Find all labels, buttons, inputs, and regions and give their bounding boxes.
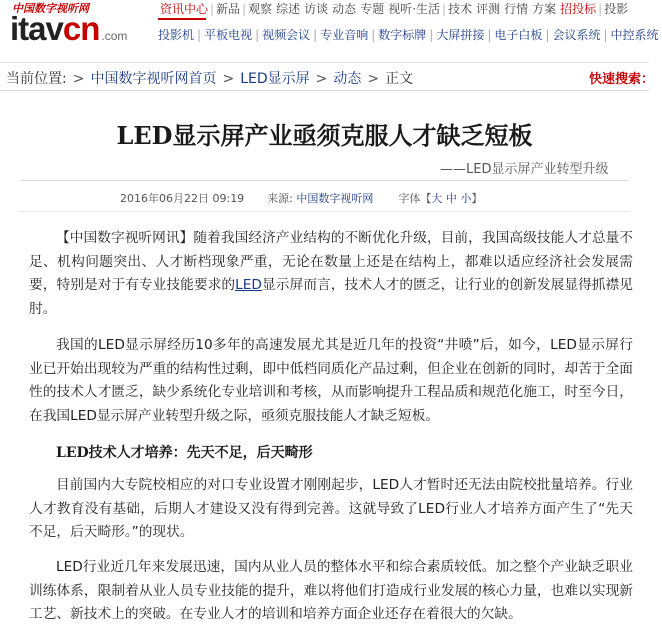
logo-suffix: cn [62, 10, 100, 47]
nav-separator: | [242, 2, 247, 16]
source-label: 来源: [267, 192, 293, 205]
article-title: LED显示屏产业亟须克服人才缺乏短板 [116, 121, 533, 150]
quick-search-label[interactable]: 快速搜索： [589, 72, 655, 87]
logo-chinese-name: 中国数字视听网 [12, 2, 89, 15]
article-paragraph-1 [29, 227, 633, 322]
nav-item-interview[interactable]: 访谈 [304, 2, 329, 16]
article-paragraph-2: 我国的LED显示屏经历10多年的高速发展尤其是近几年的投资“井喷”后，如今，LED显示屏行业已开始出现较为严重的结构性过剩，即中低档同质化产品过剩，但企业在创新的同时，却苦于全面性的技术人才匮乏，缺少系统化专业培训和考核，从而影响提升工程品质和规范化施工，时至今日，在我国LED显示屏产业转型升级之际，亟须克服技能人才缺乏短板。 [29, 337, 633, 425]
article-source[interactable]: 中国数字视听网 [296, 192, 374, 205]
nav-separator: | [487, 28, 492, 42]
nav-separator: | [545, 28, 550, 42]
font-size-close: 】 [471, 192, 483, 205]
nav-separator: | [197, 28, 202, 42]
primary-nav [158, 0, 630, 17]
nav-item-whiteboard[interactable]: 电子白板 [494, 28, 543, 42]
article-paragraph-4: LED行业近几年来发展迅速，国内从业人员的整体水平和综合素质较低。加之整个产业缺乏职业训练体系，限制着从业人员专业技能的提升，难以将他们打造成行业发展的核心力量，也难以实现新工艺、新技术上的突破。在专业人才的培训和培养方面企业还存在着很大的欠缺。 [29, 559, 633, 623]
breadcrumb-separator: > [315, 71, 328, 87]
nav-separator: | [371, 28, 376, 42]
nav-item-news-center[interactable]: 资讯中心 [160, 2, 209, 16]
nav-separator: | [313, 28, 318, 42]
article-subtitle: ——LED显示屏产业转型升级 [440, 162, 609, 177]
nav-separator: | [429, 28, 434, 42]
nav-item-projection[interactable]: 投影 [604, 2, 629, 16]
font-size-small[interactable]: 小 [460, 192, 472, 205]
nav-item-video-conf[interactable]: 视频会议 [262, 28, 311, 42]
article-date: 2016年06月22日 09:19 [120, 192, 245, 205]
nav-item-solutions[interactable]: 方案 [532, 2, 557, 16]
logo-dotcom: .com [101, 29, 128, 43]
nav-item-video-wall[interactable]: 大屏拼接 [436, 28, 485, 42]
meta-divider [20, 211, 629, 212]
font-size-large[interactable]: 大 [431, 192, 443, 205]
nav-item-tech[interactable]: 技术 [448, 2, 473, 16]
font-size-medium[interactable]: 中 [445, 192, 457, 205]
nav-item-market[interactable]: 行情 [504, 2, 529, 16]
nav-separator: | [210, 2, 215, 16]
nav-item-projector[interactable]: 投影机 [158, 28, 195, 42]
nav-separator: | [442, 2, 447, 16]
nav-item-new-products[interactable]: 新品 [216, 2, 241, 16]
article-subheading: LED技术人才培养：先天不足，后天畸形 [56, 445, 313, 461]
breadcrumb-prefix: 当前位置: [6, 71, 67, 87]
nav-item-bidding[interactable]: 招投标 [560, 2, 597, 16]
nav-separator: | [255, 28, 260, 42]
breadcrumb-dynamics[interactable]: 动态 [333, 71, 362, 87]
breadcrumb-home[interactable]: 中国数字视听网首页 [90, 71, 217, 87]
breadcrumb-current: 正文 [385, 71, 414, 87]
led-keyword-link[interactable]: LED [235, 277, 262, 294]
title-divider [20, 180, 629, 181]
paragraph-1-text-b: 显示屏而言，技术人才的匮乏，让行业的创新发展显得抓襟见肘。 [29, 277, 633, 318]
nav-item-review[interactable]: 综述 [276, 2, 301, 16]
breadcrumb-led[interactable]: LED显示屏 [240, 71, 310, 87]
nav-item-conf-system[interactable]: 会议系统 [552, 28, 601, 42]
nav-separator: | [598, 2, 603, 16]
nav-item-special[interactable]: 专题 [360, 2, 385, 16]
breadcrumb-divider [0, 90, 649, 91]
logo-prefix: itav [10, 10, 63, 47]
logo-wordmark [10, 10, 127, 48]
article-paragraph-3: 目前国内大专院校相应的对口专业设置才刚刚起步，LED人才暂时还无法由院校批量培养。行业人才教育没有基础，后期人才建设又没有得到完善。这就导致了LED行业人才培养方面产生了“先天不足，后天畸形。”的现状。 [29, 477, 633, 541]
nav-item-dynamics[interactable]: 动态 [332, 2, 357, 16]
nav-item-digital-signage[interactable]: 数字标牌 [378, 28, 427, 42]
breadcrumb-separator: > [72, 71, 85, 87]
nav-separator: | [603, 28, 608, 42]
site-logo[interactable] [10, 0, 150, 60]
breadcrumb [6, 68, 413, 88]
nav-item-observation[interactable]: 观察 [248, 2, 273, 16]
article-meta [120, 190, 482, 206]
breadcrumb-separator: > [222, 71, 235, 87]
paragraph-1-text-a: 【中国数字视听网讯】随着我国经济产业结构的不断优化升级，目前，我国高级技能人才总量不足、机构问题突出、人才断档现象严重，无论在数量上还是在结构上，都难以适应经济社会发展需要，特别是对于有专业技能要求的 [29, 230, 633, 294]
nav-item-life[interactable]: 视听·生活 [388, 2, 441, 16]
secondary-nav [155, 26, 662, 44]
nav-item-pro-audio[interactable]: 专业音响 [320, 28, 369, 42]
font-size-label: 字体【 [398, 192, 432, 205]
nav-item-control-system[interactable]: 中控系统 [610, 28, 659, 42]
nav-item-flat-tv[interactable]: 平板电视 [204, 28, 253, 42]
breadcrumb-separator: > [367, 71, 380, 87]
nav-item-evaluation[interactable]: 评测 [476, 2, 501, 16]
active-nav-underline [158, 18, 206, 20]
site-header [0, 0, 659, 63]
